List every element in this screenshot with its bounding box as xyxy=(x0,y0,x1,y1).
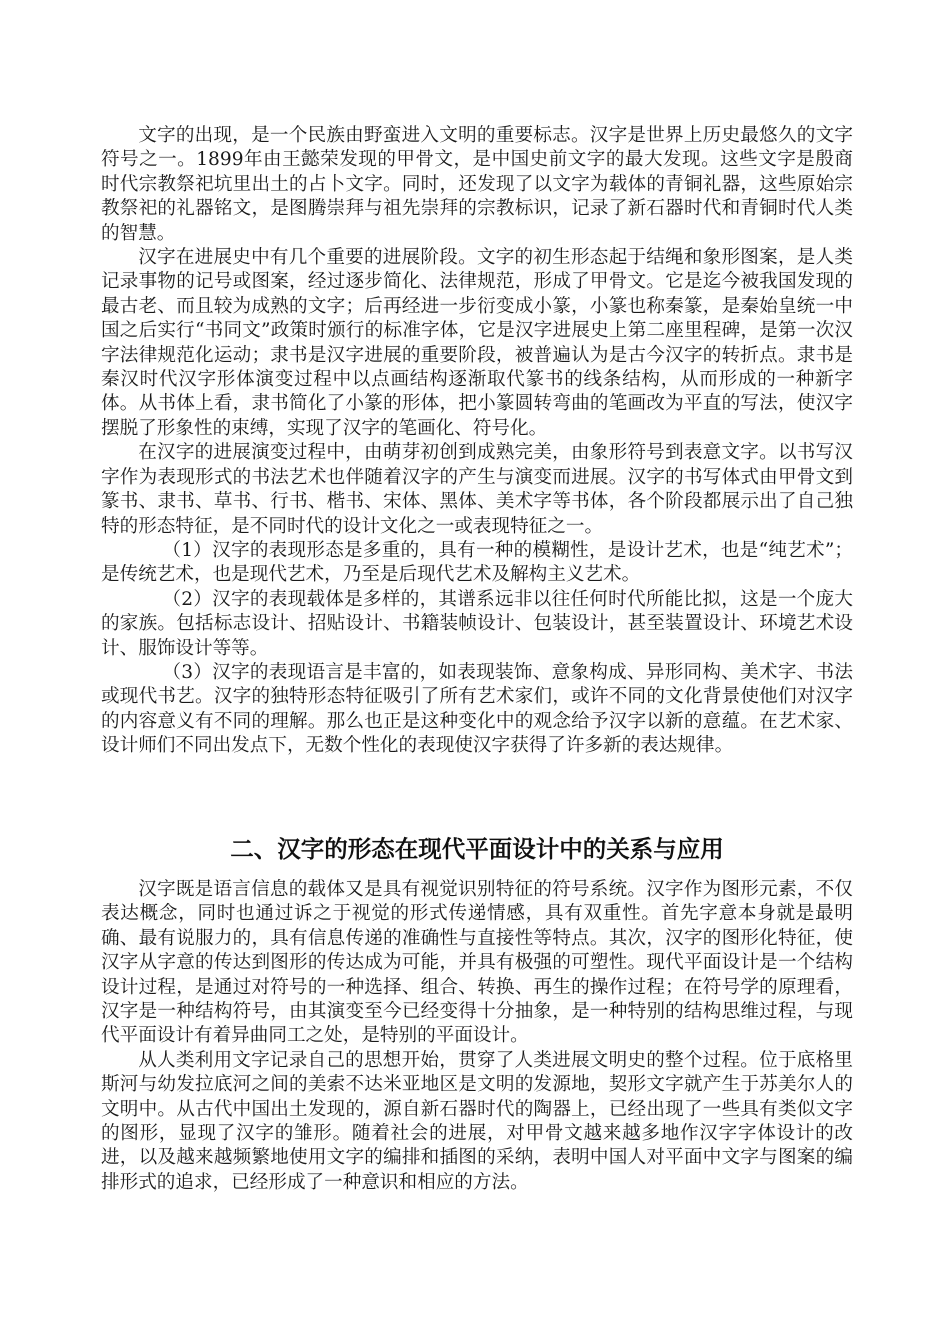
section-2-body xyxy=(101,878,853,1195)
paragraph-writing-origin: 文字的出现，是一个民族由野蛮进入文明的重要标志。汉字是世界上历史最悠久的文字符号之一。1899年由王懿荣发现的甲骨文，是中国史前文字的最大发现。这些文字是殷商时代宗教祭祀坑里出土的占卜文字。同时，还发现了以文字为载体的青铜礼器，这些原始宗教祭祀的礼器铭文，是图腾崇拜与祖先崇拜的宗教标识，记录了新石器时代和青铜时代人类的智慧。 xyxy=(101,125,853,244)
paragraph-calligraphy-evolution: 在汉字的进展演变过程中，由萌芽初创到成熟完美，由象形符号到表意文字。以书写汉字作为表现形式的书法艺术也伴随着汉字的产生与演变而进展。汉字的书写体式由甲骨文到篆书、隶书、草书、行书、楷书、宋体、黑体、美术字等书体，各个阶段都展示出了自己独特的形态特征，是不同时代的设计文化之一或表现特征之一。 xyxy=(101,442,853,537)
list-item-form: （1）汉字的表现形态是多重的，具有一种的模糊性，是设计艺术，也是“纯艺术”；是传统艺术，也是现代艺术，乃至是后现代艺术及解构主义艺术。 xyxy=(101,539,853,586)
list-item-carrier: （2）汉字的表现载体是多样的，其谱系远非以往任何时代所能比拟，这是一个庞大的家族。包括标志设计、招贴设计、书籍装帧设计、包装设计，甚至装置设计、环境艺术设计、服饰设计等等。 xyxy=(101,588,853,659)
paragraph-development-stages: 汉字在进展史中有几个重要的进展阶段。文字的初生形态起于结绳和象形图案，是人类记录事物的记号或图案，经过逐步简化、法律规范，形成了甲骨文。它是迄今被我国发现的最古老、而且较为成熟的文字；后再经进一步衍变成小篆，小篆也称秦篆，是秦始皇统一中国之后实行“书同文”政策时颁行的标准字体，它是汉字进展史上第二座里程碑，是第一次汉字法律规范化运动；隶书是汉字进展的重要阶段，被普遍认为是古今汉字的转折点。隶书是秦汉时代汉字形体演变过程中以点画结构逐渐取代篆书的线条结构，从而形成的一种新字体。从书体上看，隶书简化了小篆的形体，把小篆圆转弯曲的笔画改为平直的写法，使汉字摆脱了形象性的束缚，实现了汉字的笔画化、符号化。 xyxy=(101,247,853,439)
paragraph-history-of-writing: 从人类利用文字记录自己的思想开始，贯穿了人类进展文明史的整个过程。位于底格里斯河与幼发拉底河之间的美索不达米亚地区是文明的发源地，契形文字就产生于苏美尔人的文明中。从古代中国出土发现的，源自新石器时代的陶器上，已经出现了一些具有类似文字的图形，显现了汉字的雏形。随着社会的进展，对甲骨文越来越多地作汉字字体设计的改进，以及越来越频繁地使用文字的编排和插图的采纳，表明中国人对平面中文字与图案的编排形式的追求，已经形成了一种意识和相应的方法。 xyxy=(101,1049,853,1193)
paragraph-symbol-system: 汉字既是语言信息的载体又是具有视觉识别特征的符号系统。汉字作为图形元素，不仅表达概念，同时也通过诉之于视觉的形式传递情感，具有双重性。首先字意本身就是最明确、最有说服力的，具有信息传递的准确性与直接性等特点。其次，汉字的图形化特征，使汉字从字意的传达到图形的传达成为可能，并具有极强的可塑性。现代平面设计是一个结构设计过程，是通过对符号的一种选择、组合、转换、再生的操作过程；在符号学的原理看，汉字是一种结构符号，由其演变至今已经变得十分抽象，是一种特别的结构思维过程，与现代平面设计有着异曲同工之处，是特别的平面设计。 xyxy=(101,879,853,1047)
list-item-language: （3）汉字的表现语言是丰富的，如表现装饰、意象构成、异形同构、美术字、书法或现代书艺。汉字的独特形态特征吸引了所有艺术家们，或许不同的文化背景使他们对汉字的内容意义有不同的理解。那么也正是这种变化中的观念给予汉字以新的意蕴。在艺术家、设计师们不同出发点下，无数个性化的表现使汉字获得了许多新的表达规律。 xyxy=(101,661,853,757)
section-1-body xyxy=(101,124,853,759)
section-heading: 二、汉字的形态在现代平面设计中的关系与应用 xyxy=(230,835,724,863)
